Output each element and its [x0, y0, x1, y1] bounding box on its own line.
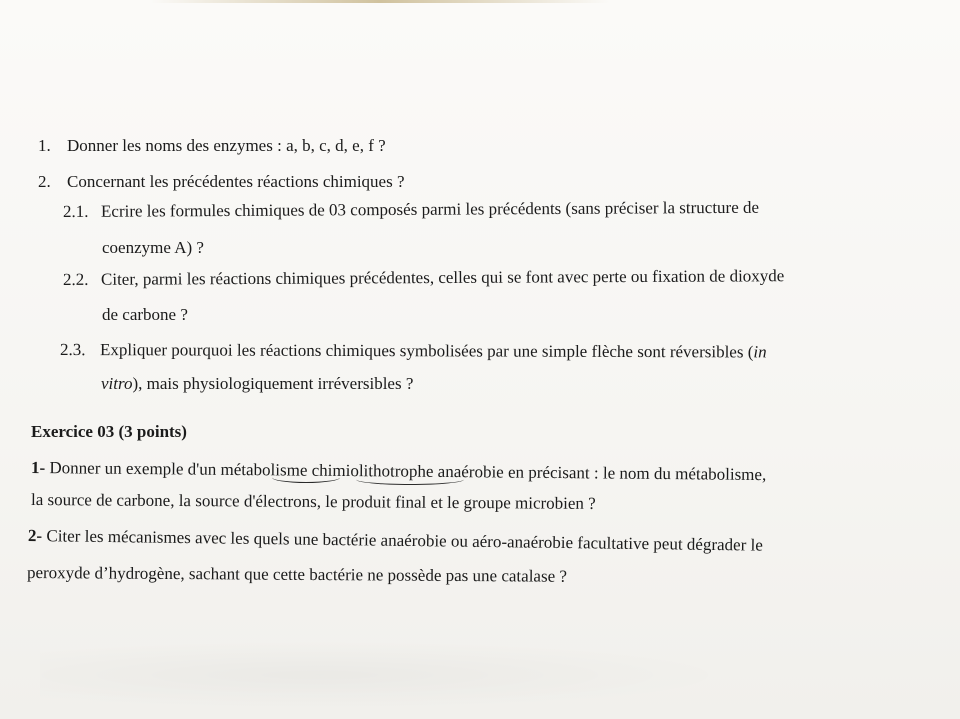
page-edge-shadow	[150, 0, 610, 3]
subquestion-text: Expliquer pourquoi les réactions chimiques symbolisées par une simple flèche sont réversibles (	[99, 340, 754, 362]
subquestion-2-3-continuation	[101, 374, 413, 394]
question-number: 2-	[27, 526, 43, 546]
subquestion-2-2-continuation: de carbone ?	[102, 305, 188, 324]
subquestion-text: Citer, parmi les réactions chimiques précédentes, celles qui se font avec perte ou fixation de dioxyde	[100, 266, 785, 289]
subquestion-number: 2.3.	[59, 340, 86, 360]
subquestion-2-1-continuation: coenzyme A) ?	[102, 238, 204, 257]
subquestion-number: 2.2.	[62, 269, 89, 289]
question-number: 2.	[38, 172, 51, 191]
exercise-question-2-continuation: peroxyde d’hydrogène, sachant que cette bactérie ne possède pas une catalase ?	[26, 563, 568, 586]
exercise-title: Exercice 03 (3 points)	[31, 422, 187, 441]
question-text: Citer les mécanismes avec les quels une bactérie anaérobie ou aéro-anaérobie facultative peut dégrader le	[46, 526, 763, 555]
subquestion-2-2	[63, 266, 784, 290]
subquestion-text: ), mais physiologiquement irréversibles ?	[132, 374, 414, 393]
question-number: 1.	[38, 136, 51, 155]
exercise-question-2	[28, 526, 763, 556]
question-text: Concernant les précédentes réactions chimiques ?	[67, 172, 405, 191]
handwritten-underline	[272, 472, 340, 483]
subquestion-text: Ecrire les formules chimiques de 03 composés parmi les précédents (sans préciser la structure de	[100, 197, 760, 221]
exercise-question-1-continuation: la source de carbone, la source d'électrons, le produit final et le groupe microbien ?	[30, 490, 596, 513]
question-text: Donner les noms des enzymes : a, b, c, d, e, f ?	[67, 136, 386, 155]
italic-term: in	[753, 342, 767, 362]
subquestion-2-1	[63, 198, 759, 222]
subquestion-2-3	[60, 340, 767, 362]
question-number: 1-	[30, 458, 46, 478]
question-1	[38, 136, 386, 156]
question-text: Donner un exemple d'un métabolisme chimiolithotrophe anaérobie en précisant : le nom du métabolisme,	[49, 458, 767, 485]
question-2	[38, 172, 405, 192]
show-through-bleed	[40, 640, 740, 710]
italic-term: vitro	[101, 374, 133, 393]
handwritten-underline	[356, 474, 464, 485]
subquestion-number: 2.1.	[62, 201, 89, 221]
